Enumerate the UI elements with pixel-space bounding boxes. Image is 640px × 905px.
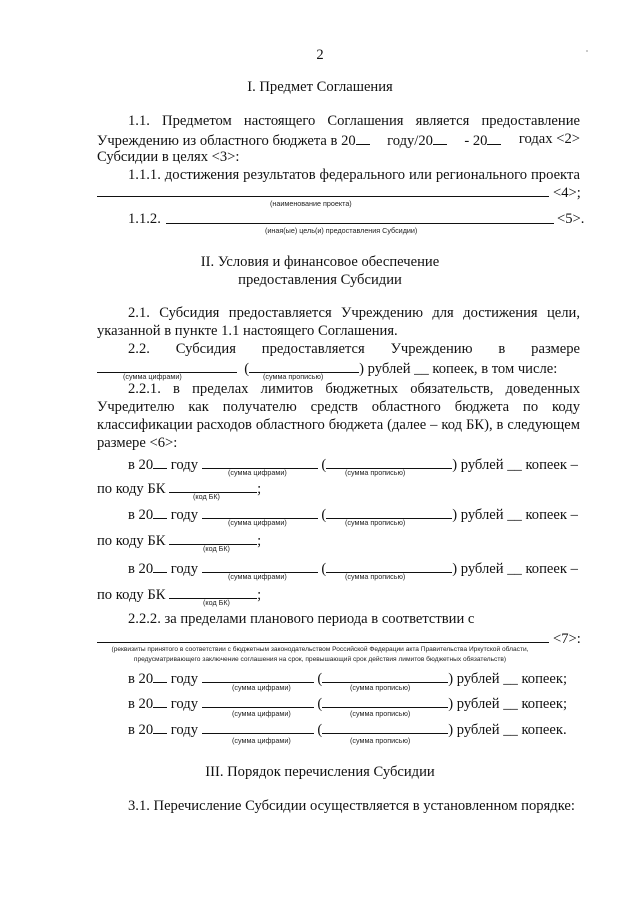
p1-1-2-ref: <5>. <box>557 211 585 227</box>
p1-1-2-underline <box>166 223 554 224</box>
section-2-title-line2: предоставления Субсидии <box>238 272 402 288</box>
p2-2-2-caption-line2: предусматривающего заключение соглашения на срок, превышающий срок действия лимитов бюджетных обязательств) <box>133 656 507 663</box>
plan-row-3-caption-words: (сумма прописью) <box>350 736 411 745</box>
p2-2-1-line1: 2.2.1. в пределах лимитов бюджетных обязательств, доведенных <box>128 381 580 397</box>
p2-2-tail: ) рублей __ копеек, в том числе: <box>359 361 558 377</box>
code-row-3-caption: (код БК) <box>203 598 230 607</box>
p2-2-1-line2: Учредителю как получателю средств областного бюджета по коду <box>97 399 580 415</box>
plan-row-2-caption-words: (сумма прописью) <box>350 709 411 718</box>
code-row-1-caption: (код БК) <box>193 492 220 501</box>
p1-1-line3: Субсидии в целях <3>: <box>97 149 240 165</box>
code-row-3: по коду БК ; <box>97 584 261 604</box>
p2-2-1-line3: классификации расходов областного бюджета (далее – код БК), в следующем <box>97 417 580 433</box>
p1-1-year-a: Учреждению из областного бюджета в 20 <box>97 133 356 149</box>
code-row-2-caption: (код БК) <box>203 544 230 553</box>
p1-1-line2 <box>97 130 580 150</box>
p2-2-2-caption-line1: (реквизиты принятого в соответствии с бюджетным законодательством Российской Федерации акта Правительства Иркутской области, <box>111 646 529 653</box>
p3-1-line1: 3.1. Перечисление Субсидии осуществляется в установленном порядке: <box>128 798 575 814</box>
plan-row-3-caption-digits: (сумма цифрами) <box>232 736 291 745</box>
page-number: 2 <box>316 47 324 63</box>
plan-row-1-caption-words: (сумма прописью) <box>350 683 411 692</box>
code-row-2: по коду БК ; <box>97 530 261 550</box>
section-2-title-line1: II. Условия и финансовое обеспечение <box>200 254 440 270</box>
year-row-1-caption-digits: (сумма цифрами) <box>228 468 287 477</box>
p2-2-caption-digits: (сумма цифрами) <box>123 372 182 381</box>
p2-1-line2: указанной в пункте 1.1 настоящего Соглашения. <box>97 323 398 339</box>
year-row-2: в 20 году ( ) рублей __ копеек – <box>128 504 578 524</box>
p2-2-1-line4: размере <6>: <box>97 435 178 451</box>
year-row-3: в 20 году ( ) рублей __ копеек – <box>128 558 578 578</box>
p1-1-2-caption: (иная(ые) цель(и) предоставления Субсидии) <box>265 226 418 235</box>
plan-row-2-caption-digits: (сумма цифрами) <box>232 709 291 718</box>
p1-1-line1: 1.1. Предметом настоящего Соглашения является предоставление <box>128 113 580 129</box>
p2-2-caption-words: (сумма прописью) <box>263 372 324 381</box>
section-1-title: I. Предмет Соглашения <box>247 79 393 95</box>
year-row-2-caption-digits: (сумма цифрами) <box>228 518 287 527</box>
p1-1-1-ref: <4>; <box>553 185 581 201</box>
p2-1-line1: 2.1. Субсидия предоставляется Учреждению для достижения цели, <box>128 305 580 321</box>
plan-row-2: в 20 году ( ) рублей __ копеек; <box>128 693 567 713</box>
plan-row-3: в 20 году ( ) рублей __ копеек. <box>128 719 567 739</box>
p1-1-years-label: годах <2> <box>518 131 580 147</box>
p1-1-year-c: - 20 <box>464 133 488 149</box>
p2-2-2-ref: <7>: <box>553 631 581 647</box>
code-row-1: по коду БК ; <box>97 478 261 498</box>
section-3-title: III. Порядок перечисления Субсидии <box>205 764 435 780</box>
p1-1-1-caption: (наименование проекта) <box>270 199 352 208</box>
year-row-1-caption-words: (сумма прописью) <box>345 468 406 477</box>
year-row-1: в 20 году ( ) рублей __ копеек – <box>128 454 578 474</box>
plan-row-1: в 20 году ( ) рублей __ копеек; <box>128 668 567 688</box>
p1-1-1-line1: 1.1.1. достижения результатов федерального или регионального проекта <box>128 167 580 183</box>
p2-2-2-line1: 2.2.2. за пределами планового периода в соответствии с <box>128 611 475 627</box>
p2-2-line2: ( ) рублей __ копеек, в том числе: <box>97 358 557 378</box>
year-row-3-caption-digits: (сумма цифрами) <box>228 572 287 581</box>
plan-row-1-caption-digits: (сумма цифрами) <box>232 683 291 692</box>
year-row-3-caption-words: (сумма прописью) <box>345 572 406 581</box>
year-row-2-caption-words: (сумма прописью) <box>345 518 406 527</box>
p2-2-line1: 2.2. Субсидия предоставляется Учреждению в размере <box>128 341 580 357</box>
p1-1-year-b: году/20 <box>387 133 433 149</box>
p2-2-2-underline <box>97 642 549 643</box>
p1-1-2-number: 1.1.2. <box>128 211 161 227</box>
p1-1-1-underline <box>97 196 549 197</box>
